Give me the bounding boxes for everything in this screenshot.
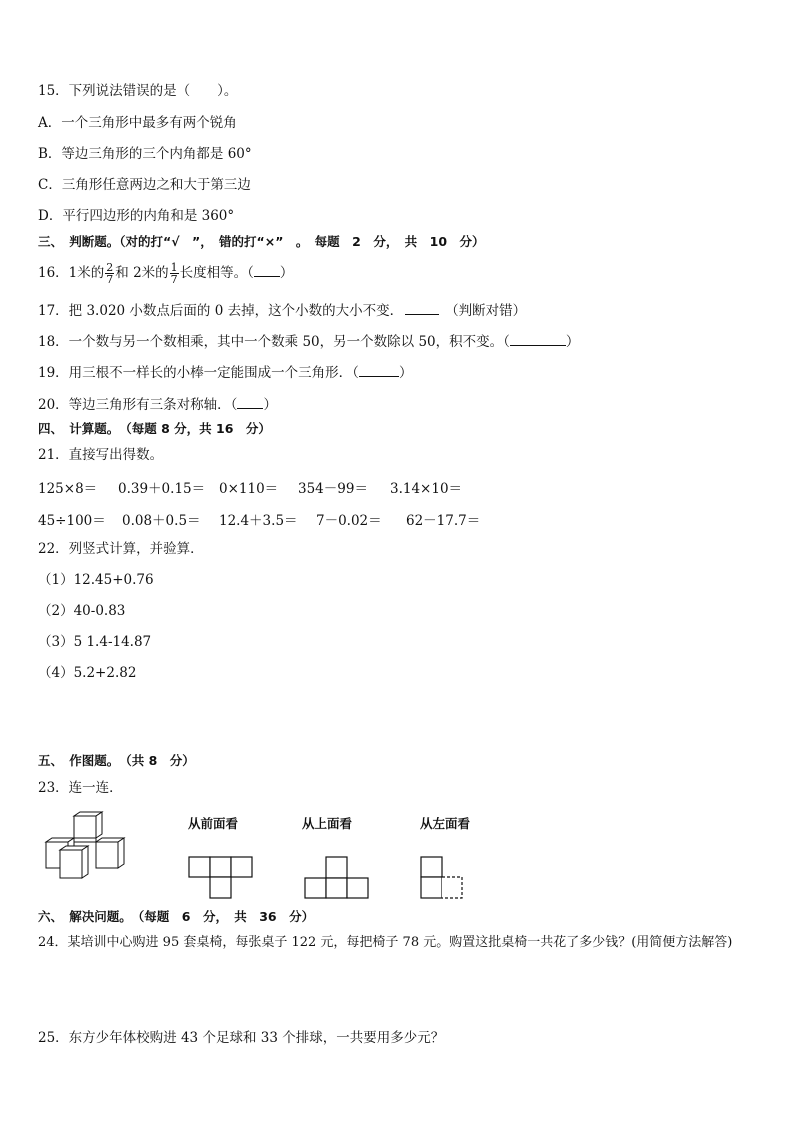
q16-frac1-denominator: 7 <box>106 273 114 286</box>
q21-r2-c4: 7－0.02＝ <box>316 513 382 529</box>
q16-frac2-denominator: 7 <box>170 273 178 286</box>
q22-stem: 22．列竖式计算，并验算． <box>38 541 204 557</box>
q16-text-a: 16．1米的 <box>38 265 105 281</box>
q20-answer-blank[interactable] <box>237 395 263 409</box>
view-shape-left[interactable] <box>420 856 466 900</box>
q16-text-b: 和 2米的 <box>115 265 169 281</box>
q21-r1-c2: 0.39＋0.15＝ <box>118 481 206 497</box>
q21-r1-c4: 354－99＝ <box>298 481 368 497</box>
q21-r1-c3: 0×110＝ <box>219 481 279 497</box>
q23-stem: 23．连一连． <box>38 780 123 796</box>
q17-text-a: 17．把 3.020 小数点后面的 0 去掉，这个小数的大小不变． <box>38 303 404 319</box>
q19-text-b: ） <box>398 365 413 381</box>
section-3-heading: 三、 判断题。（对的打“√ ”， 错的打“×” 。 每题 2 分， 共 10 分） <box>38 234 485 249</box>
q16-text-d: ） <box>279 265 294 281</box>
q22-item-4: （4）5.2+2.82 <box>38 665 137 681</box>
q18-answer-blank[interactable] <box>510 332 566 346</box>
q18 <box>38 332 579 351</box>
section-6-heading: 六、 解决问题。 （每题 6 分， 共 36 分） <box>38 909 315 924</box>
q16-fraction-1 <box>105 262 114 285</box>
q16-text-c: 长度相等。（ <box>179 265 254 281</box>
q16-frac2-numerator: 1 <box>170 261 178 274</box>
q16-fraction-2 <box>170 262 179 285</box>
q15-option-b: B．等边三角形的三个内角都是 60° <box>38 146 252 162</box>
q21-r1-c5: 3.14×10＝ <box>390 481 463 497</box>
q17-text-b: （判断对错） <box>445 303 527 319</box>
view-shape-top[interactable] <box>304 856 370 900</box>
q22-item-3: （3）5 1.4-14.87 <box>38 634 152 650</box>
q17-answer-blank[interactable] <box>405 301 439 315</box>
q18-text-b: ） <box>565 334 580 350</box>
q20-text-a: 20．等边三角形有三条对称轴．（ <box>38 397 238 413</box>
section-4-heading: 四、 计算题。 （每题 8 分，共 16 分） <box>38 421 271 436</box>
q20 <box>38 395 277 414</box>
q21-r2-c3: 12.4＋3.5＝ <box>219 513 298 529</box>
q19-answer-blank[interactable] <box>359 363 399 377</box>
section-5-heading: 五、 作图题。 （共 8 分） <box>38 753 195 768</box>
q22-item-1: （1）12.45+0.76 <box>38 572 154 588</box>
q24-stem: 24．某培训中心购进 95 套桌椅，每张桌子 122 元，每把椅子 78 元。购置这批桌椅一共花了多少钱？(用简便方法解答) <box>38 935 733 950</box>
q22-item-2: （2）40-0.83 <box>38 603 126 619</box>
view-label-front: 从前面看 <box>188 816 239 831</box>
q21-r2-c5: 62－17.7＝ <box>406 513 481 529</box>
q15-option-c: C．三角形任意两边之和大于第三边 <box>38 177 251 193</box>
q20-text-b: ） <box>263 397 277 413</box>
view-label-top: 从上面看 <box>302 816 353 831</box>
q16 <box>38 262 293 285</box>
q21-stem: 21．直接写出得数。 <box>38 447 164 463</box>
view-label-left: 从左面看 <box>420 816 471 831</box>
q18-text-a: 18．一个数与另一个数相乘，其中一个数乘 50，另一个数除以 50，积不变。（ <box>38 334 510 350</box>
q16-answer-blank[interactable] <box>254 263 280 277</box>
q15-option-a: A．一个三角形中最多有两个锐角 <box>38 115 237 131</box>
q21-r1-c1: 125×8＝ <box>38 481 98 497</box>
q21-r2-c2: 0.08＋0.5＝ <box>122 513 201 529</box>
q17 <box>38 301 526 320</box>
q21-r2-c1: 45÷100＝ <box>38 513 106 529</box>
cube-stack-figure <box>40 812 140 884</box>
q15-option-d: D．平行四边形的内角和是 360° <box>38 208 235 224</box>
view-shape-front[interactable] <box>188 856 254 900</box>
q19-text-a: 19．用三根不一样长的小棒一定能围成一个三角形．（ <box>38 365 359 381</box>
q16-frac1-numerator: 2 <box>106 261 114 274</box>
q25-stem: 25．东方少年体校购进 43 个足球和 33 个排球，一共要用多少元？ <box>38 1030 445 1046</box>
q19 <box>38 363 412 382</box>
q15-stem: 15．下列说法错误的是（ ）。 <box>38 83 238 99</box>
